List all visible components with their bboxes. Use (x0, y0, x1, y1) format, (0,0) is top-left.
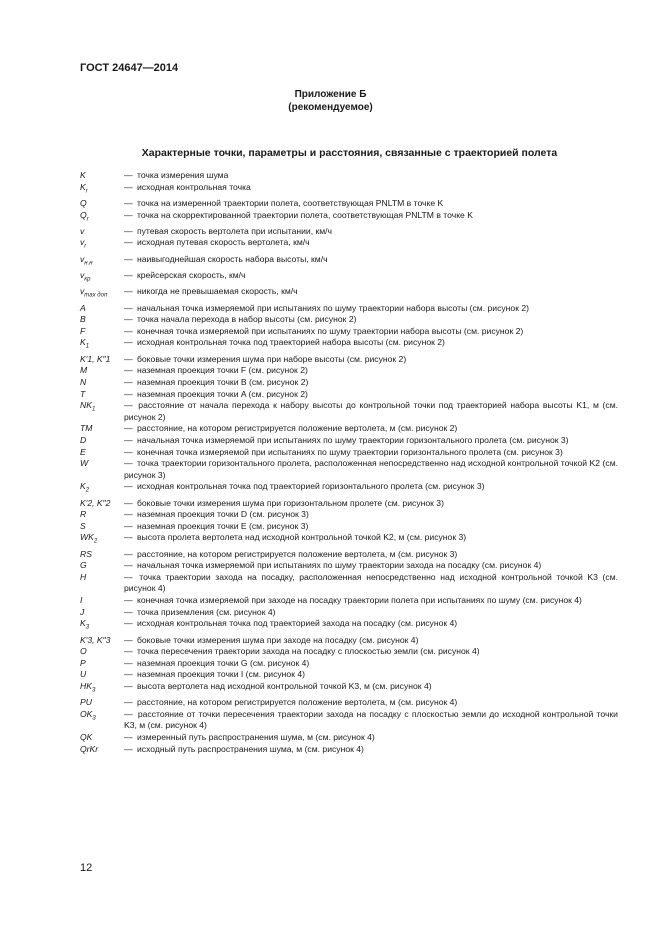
definition-text: — измеренный путь распространения шума, м (см. рисунок 4) (124, 732, 375, 743)
definition-term: $WK_2$ (80, 532, 98, 546)
definition-row (80, 481, 618, 497)
definition-text: — точка траектории горизонтального пролета, расположенная непосредственно над исходной контрольной точкой K2 (см. рисунок 3) (124, 458, 618, 480)
definition-text: — крейсерская скорость, км/ч (124, 270, 246, 281)
definition-term: PU (80, 697, 92, 708)
definition-term: E (80, 446, 86, 457)
definition-term-subscript: r (84, 244, 87, 251)
definition-term: N (80, 376, 87, 387)
definition-text: — исходная контрольная точка под траекторией захода на посадку (см. рисунок 4) (124, 618, 458, 629)
definition-row (80, 303, 618, 315)
definition-row (80, 458, 618, 481)
definition-row (80, 270, 618, 286)
definition-row (80, 618, 618, 634)
definition-text: — конечная точка измеряемой при испытаниях по шуму траектории горизонтального пролета (см. рисунок 3) (124, 446, 563, 457)
document-header: ГОСТ 24647—2014 (80, 62, 179, 74)
definition-row (80, 423, 618, 435)
definition-text: — наземная проекция точки D (см. рисунок 3) (124, 509, 309, 520)
definition-text: — конечная точка измеряемой при заходе на посадку траектории полета при испытаниях по шуму (см. рисунок 4) (124, 595, 582, 606)
definition-row (80, 509, 618, 521)
definition-row (80, 254, 618, 270)
definition-term: $HK_3$ (80, 680, 96, 694)
definition-term: I (80, 595, 83, 606)
definition-row (80, 607, 618, 619)
definition-text: — начальная точка измеряемой при испытаниях по шуму траектории набора высоты (см. рисунок 2) (124, 302, 529, 313)
definition-row (80, 389, 618, 401)
definition-term-subscript: 1 (91, 406, 96, 413)
definition-text: — расстояние, на котором регистрируется положение вертолета, м (см. рисунок 4) (124, 697, 458, 708)
definition-term-subscript: r (86, 216, 89, 223)
definition-term: J (80, 606, 85, 617)
definition-row (80, 447, 618, 459)
definition-term: $v_{max доп}$ (80, 286, 108, 300)
definition-text: — начальная точка измеряемой при испытаниях по шуму траектории захода на посадку (см. рисунок 4) (124, 560, 542, 571)
definition-term: P (80, 657, 86, 668)
definition-row (80, 237, 618, 253)
definition-row (80, 669, 618, 681)
definition-term: Q (80, 197, 87, 208)
definition-row (80, 521, 618, 533)
definition-row (80, 658, 618, 670)
definition-term: T (80, 388, 86, 399)
definition-term: U (80, 669, 87, 680)
definition-row (80, 182, 618, 198)
definition-term-subscript: 2 (93, 539, 98, 546)
definition-text: — наземная проекция точки F (см. рисунок 2) (124, 365, 308, 376)
definition-term: W (80, 458, 89, 469)
definition-row (80, 400, 618, 423)
definition-row (80, 549, 618, 561)
definition-text: — никогда не превышаемая скорость, км/ч (124, 286, 298, 297)
definition-row (80, 560, 618, 572)
definition-text: — точка траектории захода на посадку, расположенная непосредственно над исходной контрольной точкой K3 (см. рисунок 4) (124, 571, 618, 594)
definition-row (80, 595, 618, 607)
definition-term-subscript: н.н (84, 260, 93, 267)
definition-row (80, 354, 618, 366)
definition-term: B (80, 314, 86, 325)
definitions-list (80, 170, 618, 755)
definition-term: $v_{кр}$ (80, 270, 91, 283)
definition-term: $NK_1$ (80, 400, 96, 413)
appendix-title: Приложение Б (294, 89, 367, 100)
definition-text: — исходная контрольная точка (124, 181, 251, 192)
definition-term-subscript: r (85, 188, 88, 195)
definition-term: TM (80, 423, 93, 434)
definition-term: $OK_3$ (80, 708, 96, 722)
definition-text: — наземная проекция точки I (см. рисунок 4) (124, 669, 305, 680)
definition-term: $K_2$ (80, 481, 90, 494)
page-number: 12 (80, 862, 93, 874)
definition-term-subscript: 1 (85, 344, 90, 351)
definition-term: F (80, 325, 86, 336)
definition-text: — исходная контрольная точка под траекторией горизонтального пролета (см. рисунок 3) (124, 481, 485, 492)
definition-text: — начальная точка измеряемой при испытаниях по шуму траектории горизонтального пролета (см. рисунок 3) (124, 434, 569, 445)
definition-term: $v_r$ (80, 237, 87, 251)
definition-row (80, 635, 618, 647)
definition-term-subscript: 3 (92, 715, 96, 722)
definition-row (80, 210, 618, 226)
definition-text: — точка пересечения траектории захода на посадку с плоскостью земли (см. рисунок 4) (124, 646, 480, 657)
definition-text: — высота пролета вертолета над исходной контрольной точкой K2, м (см. рисунок 3) (124, 532, 467, 543)
definition-row (80, 326, 618, 338)
definition-term-subscript: 3 (91, 687, 96, 694)
definition-term: v (80, 225, 85, 236)
definition-term: M (80, 365, 88, 376)
definition-text: — расстояние, на котором регистрируется положение вертолета, м (см. рисунок 2) (124, 423, 458, 434)
definition-term: $K_r$ (80, 181, 88, 195)
definition-text: — исходный путь распространения шума, м (см. рисунок 4) (124, 743, 364, 754)
definition-row (80, 532, 618, 548)
definition-row (80, 365, 618, 377)
definition-text: — боковые точки измерения шума при горизонтальном пролете (см. рисунок 3) (124, 497, 444, 508)
definition-term: K′1, K″1 (80, 353, 111, 364)
definition-row (80, 681, 618, 697)
definition-term: $K_1$ (80, 337, 90, 351)
definition-text: — точка приземления (см. рисунок 4) (124, 606, 276, 617)
definition-text: — боковые точки измерения шума при наборе высоты (см. рисунок 2) (124, 353, 407, 364)
definition-term: R (80, 509, 87, 520)
definition-term-subscript: кр (84, 276, 91, 283)
definition-text: — точка на скорректированной траектории полета, соответствующая PNLTM в точке K (124, 209, 473, 220)
definition-text: — расстояние от точки пересечения траектории захода на посадку с плоскостью земли до исходной контрольной точки K3, м (см. рисунок 4) (124, 708, 618, 731)
definition-text: — точка на измеренной траектории полета, соответствующая PNLTM в точке K (124, 197, 444, 208)
definition-term: $v_{н.н}$ (80, 253, 93, 267)
definition-row (80, 697, 618, 709)
definition-row (80, 498, 618, 510)
definition-term: D (80, 434, 87, 445)
definition-term: K′2, K″2 (80, 497, 111, 508)
definition-text: — исходная контрольная точка под траекторией набора высоты (см. рисунок 2) (124, 337, 445, 348)
definition-term: $Q_r$ (80, 209, 89, 223)
definition-term: G (80, 560, 87, 571)
definition-row (80, 198, 618, 210)
definition-term: QrKr (80, 743, 99, 754)
definition-term: RS (80, 548, 92, 559)
definition-text: — боковые точки измерения шума при заходе на посадку (см. рисунок 4) (124, 634, 419, 645)
definition-text: — наземная проекция точки A (см. рисунок 2) (124, 388, 308, 399)
definition-text: — расстояние от начала перехода к набору высоты до контрольной точки под траекторией набора высоты K1, м (см. рисунок 2) (124, 400, 618, 422)
definition-text: — конечная точка измеряемой при испытаниях по шуму траектории набора высоты (см. рисунок 2) (124, 325, 524, 336)
definition-text: — точка начала перехода в набор высоты (см. рисунок 2) (124, 314, 357, 325)
definition-text: — путевая скорость вертолета при испытании, км/ч (124, 225, 333, 236)
definition-term: A (80, 302, 86, 313)
definition-row (80, 286, 618, 302)
definition-text: — высота вертолета над исходной контрольной точкой K3, м (см. рисунок 4) (124, 680, 432, 691)
definition-term: K (80, 170, 86, 180)
definition-row (80, 572, 618, 595)
definition-term: QK (80, 732, 93, 743)
definition-text: — наземная проекция точки B (см. рисунок 2) (124, 376, 309, 387)
definition-text: — расстояние, на котором регистрируется положение вертолета, м (см. рисунок 3) (124, 548, 458, 559)
definition-text: — точка измерения шума (124, 170, 229, 180)
definition-term: S (80, 520, 86, 531)
definition-row (80, 744, 618, 756)
definition-term-subscript: 2 (85, 488, 90, 494)
definition-row (80, 170, 618, 182)
definition-text: — наземная проекция точки E (см. рисунок 3) (124, 520, 309, 531)
definition-row (80, 314, 618, 326)
definition-row (80, 646, 618, 658)
definition-row (80, 337, 618, 353)
definition-term: H (80, 571, 87, 582)
appendix-heading (0, 88, 661, 114)
definition-row (80, 377, 618, 389)
definition-text: — исходная путевая скорость вертолета, км/ч (124, 237, 310, 248)
definition-term: K′3, K″3 (80, 634, 111, 645)
definition-term: O (80, 646, 87, 657)
definition-term-subscript: 3 (85, 624, 90, 631)
section-title: Характерные точки, параметры и расстояния, связанные с траекторией полета (141, 147, 558, 159)
definition-row (80, 226, 618, 238)
definition-text: — наземная проекция точки G (см. рисунок 4) (124, 657, 310, 668)
definition-row (80, 435, 618, 447)
definition-term: $K_3$ (80, 618, 90, 631)
definition-row (80, 732, 618, 744)
definition-text: — наивыгоднейшая скорость набора высоты, км/ч (124, 253, 328, 264)
appendix-subtitle: (рекомендуемое) (288, 102, 373, 113)
definition-term-subscript: max доп (84, 293, 108, 300)
definition-row (80, 709, 618, 732)
